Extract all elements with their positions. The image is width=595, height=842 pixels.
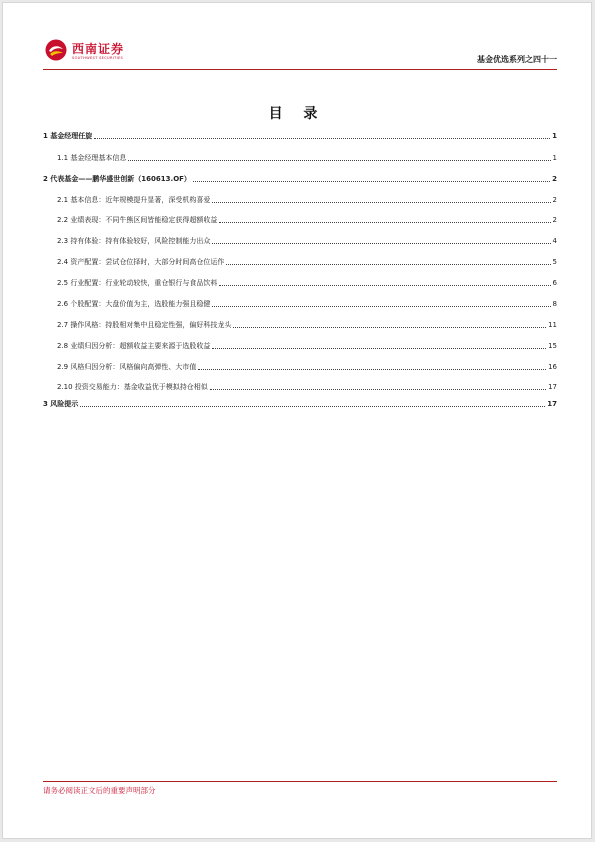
toc-entry-text: 2.10 投资交易能力：基金收益优于模拟持仓相似	[57, 383, 208, 391]
toc-entry-text: 2.4 资产配置：尝试仓位择时，大部分时间高仓位运作	[57, 258, 225, 266]
toc-dot-leader	[80, 406, 545, 407]
toc-dot-leader	[212, 348, 546, 349]
toc-entry[interactable]	[43, 276, 557, 288]
toc-page-number: 11	[548, 321, 557, 329]
toc-page-number: 17	[548, 383, 557, 391]
toc-page-number: 2	[552, 175, 557, 183]
toc-entry-text: 2.5 行业配置：行业轮动较快，重仓银行与食品饮料	[57, 279, 218, 287]
toc-entry[interactable]	[43, 360, 557, 372]
toc-entry-text: 3 风险提示	[43, 400, 79, 408]
toc-entry-text: 2.3 持有体验：持有体验较好，风险控制能力出众	[57, 237, 211, 245]
toc-dot-leader	[219, 285, 550, 286]
toc-page-number: 5	[552, 258, 557, 266]
header-divider	[43, 69, 557, 70]
toc-dot-leader	[233, 327, 546, 328]
logo-text-cn: 西南证券	[72, 42, 125, 56]
toc-page-number: 6	[552, 279, 557, 287]
toc-entry-text: 1.1 基金经理基本信息	[57, 154, 127, 162]
toc-page-number: 1	[552, 132, 557, 140]
toc-entry[interactable]	[43, 193, 557, 205]
toc-entry[interactable]	[43, 151, 557, 163]
logo-text-en: SOUTHWEST SECURITIES	[72, 56, 124, 60]
toc-entry-text: 2 代表基金——鹏华盛世创新（160613.OF）	[43, 175, 191, 183]
toc-entry[interactable]	[43, 339, 557, 351]
toc-dot-leader	[212, 243, 550, 244]
toc-page-number: 15	[548, 342, 557, 350]
toc-dot-leader	[193, 181, 550, 182]
toc-entry-text: 2.8 业绩归因分析：超额收益主要来源于选股收益	[57, 342, 211, 350]
toc-page-number: 2	[552, 216, 557, 224]
toc-entry[interactable]	[43, 172, 557, 184]
toc-dot-leader	[212, 202, 550, 203]
page-header	[43, 37, 557, 69]
toc-entry-text: 2.2 业绩表现：不同牛熊区间皆能稳定获得超额收益	[57, 216, 218, 224]
logo-icon	[45, 39, 67, 61]
series-title: 基金优选系列之四十一	[477, 55, 557, 64]
footer-divider	[43, 781, 557, 782]
toc-dot-leader	[212, 306, 550, 307]
toc-page-number: 8	[552, 300, 557, 308]
toc-dot-leader	[210, 389, 546, 390]
toc-page-number: 1	[552, 154, 557, 162]
toc-dot-leader	[94, 138, 550, 139]
toc-entry[interactable]	[43, 234, 557, 246]
toc-page-number: 2	[552, 196, 557, 204]
document-page	[2, 2, 592, 839]
toc-entry[interactable]	[43, 318, 557, 330]
toc-page-number: 17	[547, 400, 557, 408]
toc-page-number: 16	[548, 363, 557, 371]
toc-entry[interactable]	[43, 297, 557, 309]
toc-entry[interactable]	[43, 213, 557, 225]
toc-entry-text: 1 基金经理任旋	[43, 132, 93, 140]
toc-entry[interactable]	[43, 129, 557, 141]
toc-page-number: 4	[552, 237, 557, 245]
toc-entry-text: 2.9 风格归因分析：风格偏向高弹性、大市值	[57, 363, 197, 371]
toc-dot-leader	[198, 369, 546, 370]
toc-entry-text: 2.7 操作风格：持股相对集中且稳定性强，偏好科技龙头	[57, 321, 232, 329]
toc-dot-leader	[219, 222, 550, 223]
toc-entry[interactable]	[43, 380, 557, 392]
toc-dot-leader	[128, 160, 550, 161]
toc-entry[interactable]	[43, 255, 557, 267]
footer-disclaimer: 请务必阅读正文后的重要声明部分	[43, 786, 156, 795]
toc-entry-text: 2.1 基本信息：近年规模提升显著，深受机构喜爱	[57, 196, 211, 204]
toc-entry-text: 2.6 个股配置：大盘价值为主，选股能力强且稳健	[57, 300, 211, 308]
toc-dot-leader	[226, 264, 550, 265]
toc-entry[interactable]	[43, 397, 557, 409]
toc-title: 目 录	[268, 106, 326, 122]
